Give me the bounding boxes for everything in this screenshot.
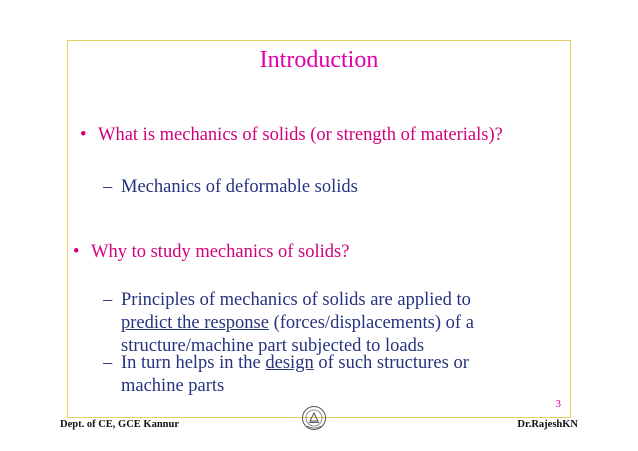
subitem-2a-line1: Principles of mechanics of solids are applied to (121, 290, 471, 310)
slide-title: Introduction (259, 47, 379, 73)
subitem-2b-post: of such structures or (313, 353, 469, 373)
subitem-2b (103, 352, 469, 398)
subitem-2a-line2 (121, 312, 474, 335)
subitem-2a-line2-rest: (forces/displacements) of a (268, 313, 474, 333)
bullet-2 (73, 240, 349, 264)
dash-marker: – (103, 177, 113, 197)
bullet-marker: • (73, 242, 80, 262)
subitem-2a (103, 289, 474, 358)
subitem-1 (103, 176, 358, 199)
subitem-1-text: Mechanics of deformable solids (121, 177, 358, 197)
bullet-1-text: What is mechanics of solids (or strength of materials)? (98, 125, 503, 145)
page-number: 3 (555, 398, 561, 410)
bullet-2-text: Why to study mechanics of solids? (91, 242, 350, 262)
dash-marker: – (103, 290, 113, 310)
bullet-1 (80, 123, 503, 147)
footer-author: Dr.RajeshKN (517, 419, 578, 430)
subitem-2b-line2: machine parts (121, 376, 225, 396)
footer-department: Dept. of CE, GCE Kannur (60, 419, 180, 430)
design-link: design (265, 353, 314, 373)
bullet-marker: • (80, 125, 87, 145)
predict-response-link: predict the response (121, 313, 269, 333)
dash-marker: – (103, 353, 113, 373)
subitem-2b-line1 (121, 352, 469, 375)
college-emblem-icon (301, 405, 327, 431)
subitem-2b-pre: In turn helps in the (121, 353, 266, 373)
subitem-2a-line3: structure/machine part subjected to loads (121, 336, 425, 356)
